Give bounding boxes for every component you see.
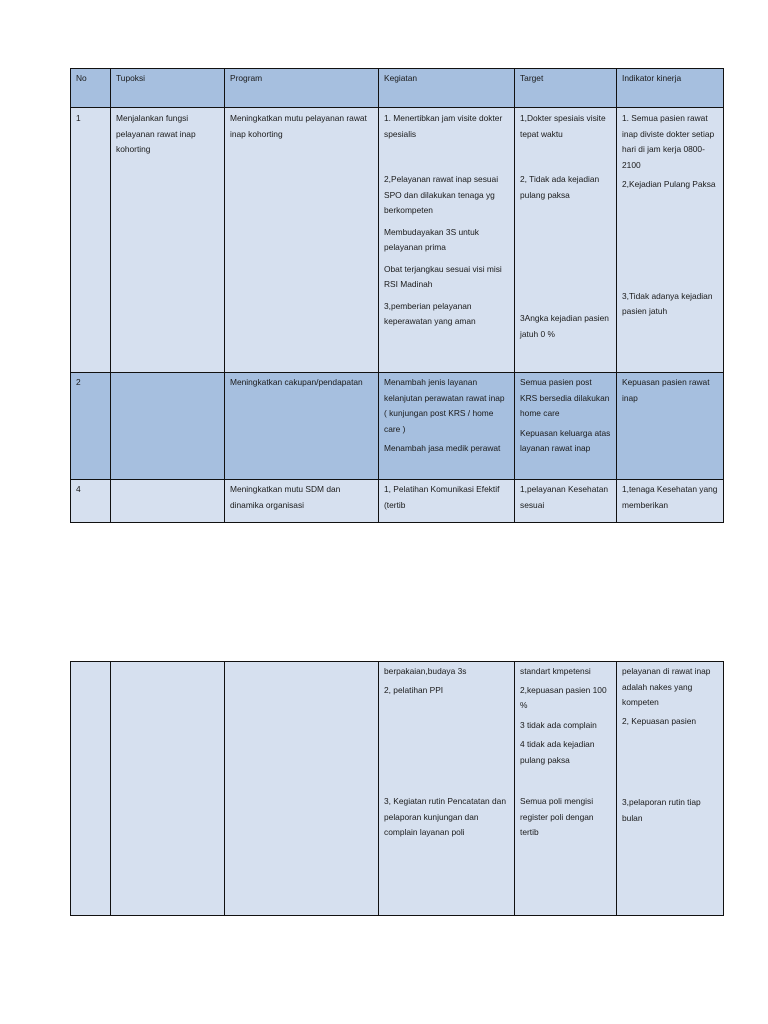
indikator-item: 2,Kejadian Pulang Paksa bbox=[622, 179, 716, 189]
kegiatan-item: Membudayakan 3S untuk pelayanan prima bbox=[384, 226, 479, 252]
table-row bbox=[71, 108, 724, 373]
cell-no: 2 bbox=[71, 373, 111, 480]
kegiatan-item: Obat terjangkau sesuai visi misi RSI Madinah bbox=[384, 263, 502, 289]
kegiatan-item: Menambah jenis layanan kelanjutan perawatan rawat inap ( kunjungan post KRS / home care ) bbox=[384, 377, 505, 434]
indikator-item: 2, Kepuasan pasien bbox=[622, 715, 697, 726]
target-item: 2, Tidak ada kejadian pulang paksa bbox=[520, 174, 600, 200]
header-indikator: Indikator kinerja bbox=[617, 69, 724, 108]
table-row bbox=[71, 480, 724, 523]
target-item: Semua poli mengisi register poli dengan tertib bbox=[520, 796, 594, 837]
indikator-item: 3,Tidak adanya kejadian pasien jatuh bbox=[622, 290, 713, 316]
cell-kegiatan bbox=[379, 662, 515, 916]
cell-no bbox=[71, 662, 111, 916]
cell-target bbox=[515, 108, 617, 373]
header-target: Target bbox=[515, 69, 617, 108]
cell-kegiatan bbox=[379, 480, 515, 523]
indikator-item: pelayanan di rawat inap adalah nakes yang kompeten bbox=[622, 666, 711, 707]
target-item: Semua pasien post KRS bersedia dilakukan home care bbox=[520, 377, 610, 418]
cell-program: Meningkatkan mutu pelayanan rawat inap kohorting bbox=[225, 108, 379, 373]
table-header-row bbox=[71, 69, 724, 108]
kegiatan-item: 3,pemberian pelayanan keperawatan yang aman bbox=[384, 300, 476, 326]
cell-tupoksi bbox=[111, 662, 225, 916]
header-tupoksi: Tupoksi bbox=[111, 69, 225, 108]
cell-tupoksi bbox=[111, 373, 225, 480]
kegiatan-item: 2, pelatihan PPI bbox=[384, 684, 444, 695]
indikator-item: Kepuasan pasien rawat inap bbox=[622, 377, 710, 403]
header-program: Program bbox=[225, 69, 379, 108]
target-item: standart kmpetensi bbox=[520, 666, 591, 676]
table-row bbox=[71, 373, 724, 480]
kegiatan-item: 2,Pelayanan rawat inap sesuai SPO dan dilakukan tenaga yg berkompeten bbox=[384, 174, 499, 215]
cell-program: Meningkatkan mutu SDM dan dinamika organisasi bbox=[225, 480, 379, 523]
target-item: 3 tidak ada complain bbox=[520, 719, 597, 730]
kegiatan-item: 1. Menertibkan jam visite dokter spesialis bbox=[384, 113, 503, 139]
indikator-item: 1. Semua pasien rawat inap diviste dokter setiap hari di jam kerja 0800-2100 bbox=[622, 113, 715, 170]
program-table-continued bbox=[70, 661, 724, 916]
cell-indikator bbox=[617, 373, 724, 480]
kegiatan-item: Menambah jasa medik perawat bbox=[384, 443, 501, 453]
cell-indikator bbox=[617, 662, 724, 916]
cell-indikator bbox=[617, 108, 724, 373]
target-item: 4 tidak ada kejadian pulang paksa bbox=[520, 739, 595, 765]
kegiatan-item: 1, Pelatihan Komunikasi Efektif (tertib bbox=[384, 484, 500, 510]
indikator-item: 1,tenaga Kesehatan yang memberikan bbox=[622, 484, 718, 510]
cell-no: 1 bbox=[71, 108, 111, 373]
target-item: 2,kepuasan pasien 100 % bbox=[520, 684, 607, 710]
cell-no: 4 bbox=[71, 480, 111, 523]
cell-tupoksi: Menjalankan fungsi pelayanan rawat inap kohorting bbox=[111, 108, 225, 373]
cell-indikator bbox=[617, 480, 724, 523]
cell-kegiatan bbox=[379, 108, 515, 373]
header-no: No bbox=[71, 69, 111, 108]
target-item: 3Angka kejadian pasien jatuh 0 % bbox=[520, 313, 609, 339]
table-row bbox=[71, 662, 724, 916]
cell-kegiatan bbox=[379, 373, 515, 480]
header-kegiatan: Kegiatan bbox=[379, 69, 515, 108]
target-item: 1,pelayanan Kesehatan sesuai bbox=[520, 484, 609, 510]
kegiatan-item: 3, Kegiatan rutin Pencatatan dan pelaporan kunjungan dan complain layanan poli bbox=[384, 796, 506, 837]
cell-program: Meningkatkan cakupan/pendapatan bbox=[225, 373, 379, 480]
cell-program bbox=[225, 662, 379, 916]
cell-target bbox=[515, 373, 617, 480]
cell-target bbox=[515, 662, 617, 916]
kegiatan-item: berpakaian,budaya 3s bbox=[384, 666, 467, 676]
target-item: Kepuasan keluarga atas layanan rawat inap bbox=[520, 427, 611, 453]
cell-tupoksi bbox=[111, 480, 225, 523]
indikator-item: 3,pelaporan rutin tiap bulan bbox=[622, 797, 701, 823]
target-item: 1,Dokter spesiais visite tepat waktu bbox=[520, 113, 606, 139]
cell-target bbox=[515, 480, 617, 523]
program-table bbox=[70, 68, 724, 523]
